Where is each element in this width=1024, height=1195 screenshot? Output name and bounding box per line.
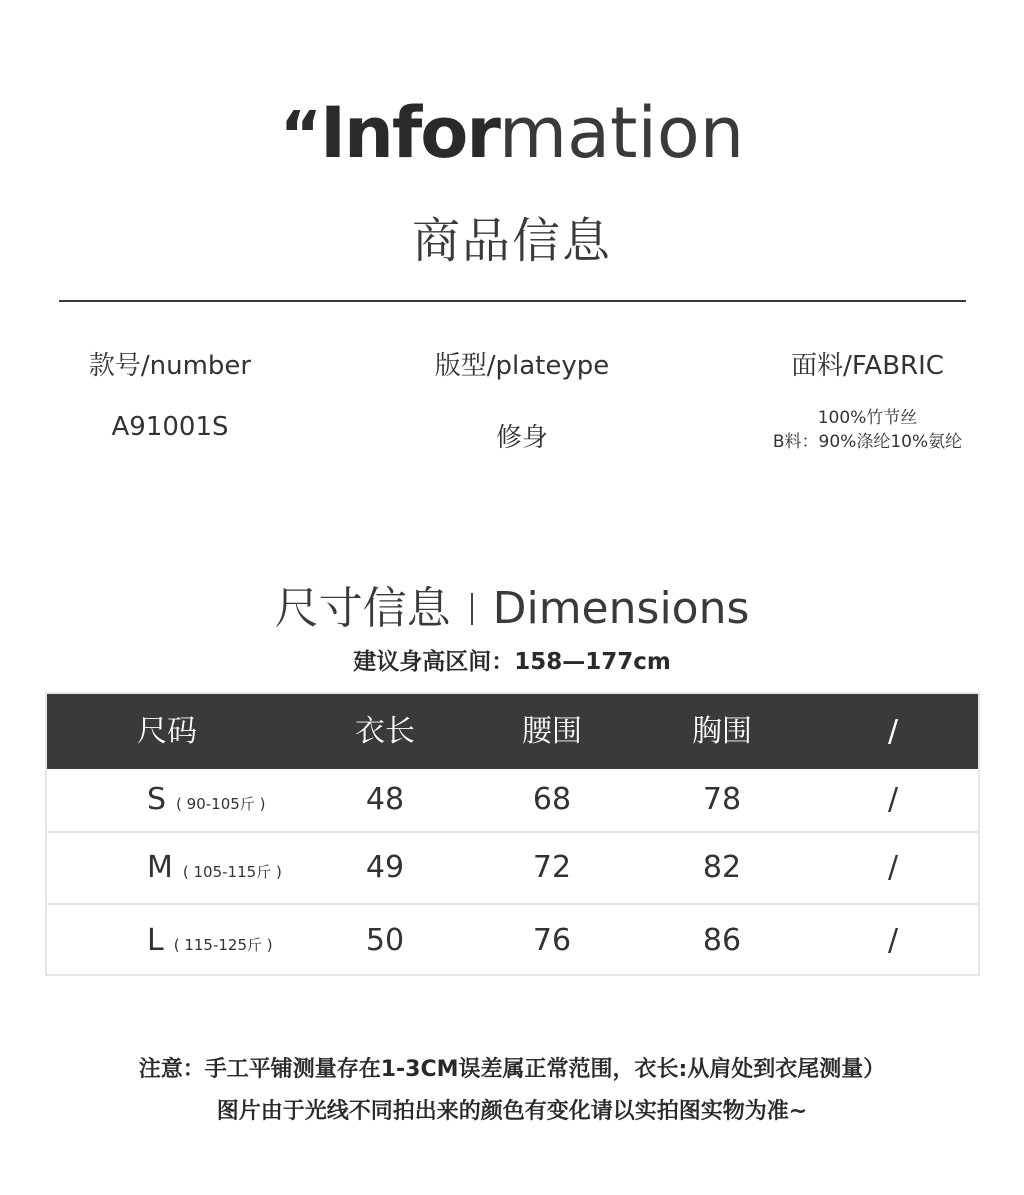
title-quote: “ xyxy=(279,99,320,173)
size-cell xyxy=(147,833,297,907)
size-table xyxy=(45,692,980,976)
length-cell: 48 xyxy=(365,782,405,817)
column-header-length: 衣长 xyxy=(355,714,415,749)
column-header-chest: 胸围 xyxy=(692,714,752,749)
info-number xyxy=(60,345,280,442)
size-letter: M xyxy=(147,850,173,885)
info-fabric-line: B料：90%涤纶10%氨纶 xyxy=(772,432,963,452)
title-bold: Infor xyxy=(319,92,499,174)
measurement-note: 注意：手工平铺测量存在1-3CM误差属正常范围，衣长:从肩处到衣尾测量） xyxy=(138,1057,886,1082)
extra-cell: / xyxy=(887,923,899,958)
size-cell xyxy=(147,905,297,981)
info-plate-type-label: 版型/plateype xyxy=(434,351,610,381)
table-row xyxy=(47,831,978,903)
table-row xyxy=(47,903,978,976)
column-header-extra: / xyxy=(887,714,899,749)
length-cell: 50 xyxy=(365,923,405,958)
size-letter: S xyxy=(147,782,167,817)
extra-cell: / xyxy=(887,850,899,885)
title-light: mation xyxy=(498,92,745,174)
size-weight-range: ( 115-125斤 ) xyxy=(173,936,273,954)
size-weight-range: ( 90-105斤 ) xyxy=(176,795,266,813)
info-fabric-line: 100%竹节丝 xyxy=(817,408,918,428)
height-range: 建议身高区间：158—177cm xyxy=(353,649,671,675)
info-plate-type xyxy=(412,345,632,454)
column-header-waist: 腰围 xyxy=(522,714,582,749)
size-cell xyxy=(147,769,297,835)
waist-cell: 76 xyxy=(532,923,572,958)
chest-cell: 82 xyxy=(702,850,742,885)
size-weight-range: ( 105-115斤 ) xyxy=(182,863,282,881)
table-row xyxy=(47,769,978,831)
size-letter: L xyxy=(147,923,164,958)
page-subtitle: 商品信息 xyxy=(411,213,612,269)
dimensions-title xyxy=(0,572,1024,636)
info-number-value: A91001S xyxy=(111,412,229,442)
color-note: 图片由于光线不同拍出来的颜色有变化请以实拍图实物为准~ xyxy=(216,1099,808,1124)
page-title xyxy=(0,92,1024,174)
info-number-label: 款号/number xyxy=(88,351,252,381)
waist-cell: 68 xyxy=(532,782,572,817)
info-plate-type-value: 修身 xyxy=(495,423,548,453)
header-divider xyxy=(59,300,966,302)
chest-cell: 78 xyxy=(702,782,742,817)
info-fabric xyxy=(740,345,995,454)
dimensions-title-cn: 尺寸信息 xyxy=(274,583,451,634)
length-cell: 49 xyxy=(365,850,405,885)
info-fabric-label: 面料/FABRIC xyxy=(791,351,944,381)
dimensions-title-en: Dimensions xyxy=(492,583,750,634)
table-header xyxy=(47,694,978,769)
chest-cell: 86 xyxy=(702,923,742,958)
waist-cell: 72 xyxy=(532,850,572,885)
extra-cell: / xyxy=(887,782,899,817)
column-header-size: 尺码 xyxy=(137,714,197,749)
dimensions-title-separator xyxy=(471,593,473,625)
